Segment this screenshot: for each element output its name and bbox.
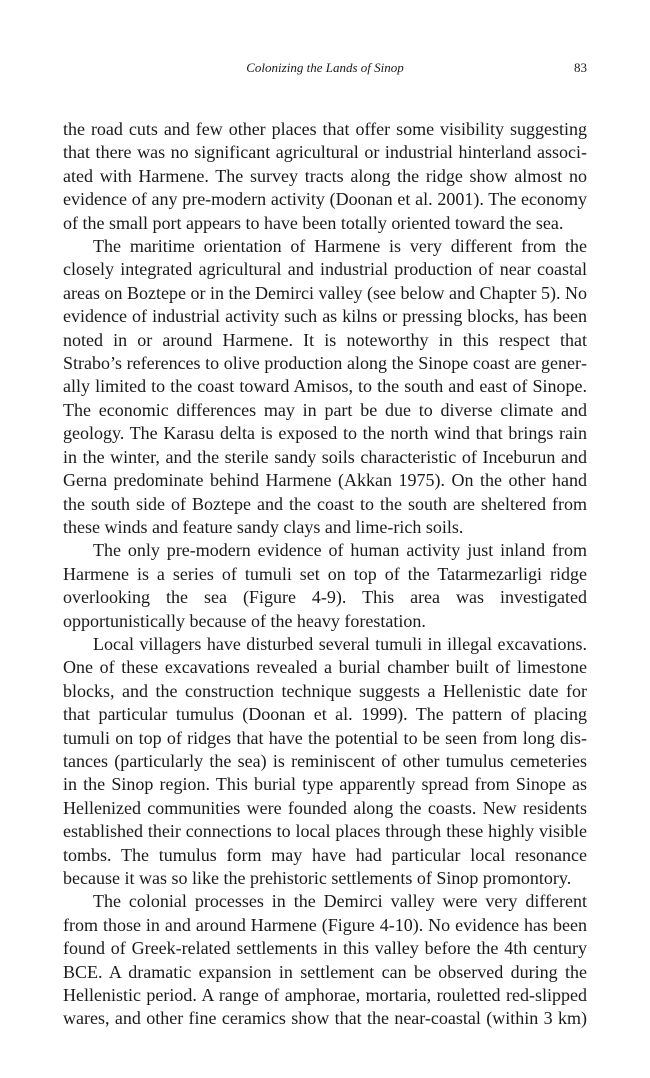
paragraph-3: The only pre-modern evidence of human activity just inland from Harmene is a series of tumuli set on top of the Tatarmezarligi ridge overlooking the sea (Figure 4-9). This area was investigated opportunistically because of the heavy forestation. <box>63 540 587 631</box>
page-number: 83 <box>574 60 587 75</box>
paragraph-1: the road cuts and few other places that offer some visibility suggesting that there was no significant agricultural or industrial hinterland associated with Harmene. The survey tracts along the ridge show almost no evidence of any pre-modern activity (Doonan et al. 2001). The economy of the small port appears to have been totally oriented toward the sea. <box>63 119 587 233</box>
running-head <box>63 60 587 80</box>
paragraph-5: The colonial processes in the Demirci valley were very different from those in and around Harmene (Figure 4-10). No evidence has been found of Greek-related settlements in this valley before the 4th century BCE. A dramatic expansion in settlement can be observed during the Hellenistic period. A range of amphorae, mortaria, rouletted red-slipped wares, and other fine ceramics show that the near-coastal (within 3 km) <box>63 891 587 1029</box>
body-text <box>63 118 587 1031</box>
paragraph-2: The maritime orientation of Harmene is very different from the closely integrated agricultural and industrial production of near coastal areas on Boztepe or in the Demirci valley (see below and Chapter 5). No evidence of industrial activity such as kilns or pressing blocks, has been noted in or around Harmene. It is noteworthy in this respect that Strabo’s references to olive production along the Sinope coast are generally limited to the coast toward Amisos, to the south and east of Sinope. The economic differences may in part be due to diverse climate and geology. The Karasu delta is exposed to the north wind that brings rain in the winter, and the sterile sandy soils characteristic of Inceburun and Gerna predominate behind Harmene (Akkan 1975). On the other hand the south side of Boztepe and the coast to the south are sheltered from these winds and feature sandy clays and lime-rich soils. <box>63 236 587 537</box>
paragraph-4: Local villagers have disturbed several tumuli in illegal excavations. One of these excavations revealed a burial chamber built of limestone blocks, and the construction technique suggests a Hellenistic date for that particular tumulus (Doonan et al. 1999). The pattern of placing tumuli on top of ridges that have the potential to be seen from long distances (particularly the sea) is reminiscent of other tumulus cemeteries in the Sinop region. This burial type apparently spread from Sinope as Hellenized communities were founded along the coasts. New residents established their connections to local places through these highly visible tombs. The tumulus form may have had particular local resonance because it was so like the prehistoric settlements of Sinop promontory. <box>63 633 587 888</box>
running-title: Colonizing the Lands of Sinop <box>246 60 404 75</box>
